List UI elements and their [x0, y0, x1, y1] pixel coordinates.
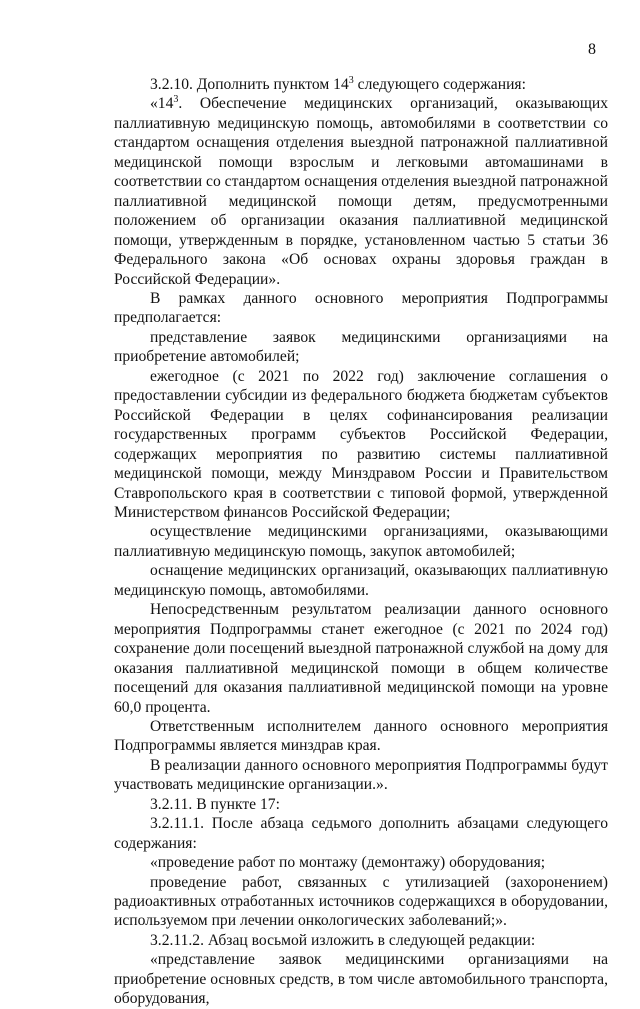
- paragraph: «представление заявок медицинскими организациями на приобретение основных средств, в том числе автомобильного транспорта, оборудования,: [114, 951, 608, 1008]
- paragraph: представление заявок медицинскими организациями на приобретение автомобилей;: [114, 328, 608, 366]
- paragraph: оснащение медицинских организаций, оказывающих паллиативную медицинскую помощь, автомобилями.: [114, 562, 608, 599]
- paragraph: «$14^3$. Обеспечение медицинских организаций, оказывающих паллиативную медицинскую помощь, автомобилями в соответствии со стандартом оснащения отделения выездной патронажной паллиативной медицинской помощи взрослым и легковыми автомашинами в соответствии со стандартом оснащения отделения выездной патронажной паллиативной медицинской помощи детям, предусмотренными положением об организации оказания паллиативной медицинской помощи, утвержденным в порядке, установленном частью 5 статьи 36 Федерального закона «Об основах охраны здоровья граждан в Российской Федерации».: [114, 94, 608, 288]
- paragraph: В рамках данного основного мероприятия Подпрограммы предполагается:: [114, 289, 608, 327]
- paragraph: осуществление медицинскими организациями, оказывающими паллиативную медицинскую помощь, закупок автомобилей;: [114, 523, 608, 560]
- paragraph: 3.2.11. В пункте 17:: [150, 795, 280, 813]
- paragraph: проведение работ, связанных с утилизацией (захоронением) радиоактивных отработанных источников содержащихся в оборудовании, используемом при лечении онкологических заболеваний;».: [114, 873, 608, 930]
- document-body: [114, 75, 608, 1009]
- paragraph: 3.2.10. Дополнить пунктом $14^3$ следующего содержания:: [150, 74, 526, 93]
- paragraph: Ответственным исполнителем данного основного мероприятия Подпрограммы является минздрав края.: [114, 717, 608, 755]
- paragraph: 3.2.11.1. После абзаца седьмого дополнить абзацами следующего содержания:: [114, 815, 608, 852]
- paragraph: 3.2.11.2. Абзац восьмой изложить в следующей редакции:: [150, 931, 536, 949]
- page-number: 8: [588, 41, 596, 58]
- paragraph: ежегодное (с 2021 по 2022 год) заключение соглашения о предоставлении субсидии из федерального бюджета бюджетам субъектов Российской Федерации в целях софинансирования реализации государственных программ субъектов Российской Федерации, содержащих мероприятия по развитию системы паллиативной медицинской помощи, между Минздравом России и Правительством Ставропольского края в соответствии с типовой формой, утвержденной Министерством финансов Российской Федерации;: [114, 367, 608, 521]
- paragraph: «проведение работ по монтажу (демонтажу) оборудования;: [150, 854, 546, 872]
- paragraph: В реализации данного основного мероприятия Подпрограммы будут участвовать медицинские организации.».: [114, 756, 608, 794]
- paragraph: Непосредственным результатом реализации данного основного мероприятия Подпрограммы станет ежегодное (с 2021 по 2024 год) сохранение доли посещений выездной патронажной службой на дому для оказания паллиативной медицинской помощи в общем количестве посещений для оказания паллиативной медицинской помощи на уровне 60,0 процента.: [114, 601, 608, 716]
